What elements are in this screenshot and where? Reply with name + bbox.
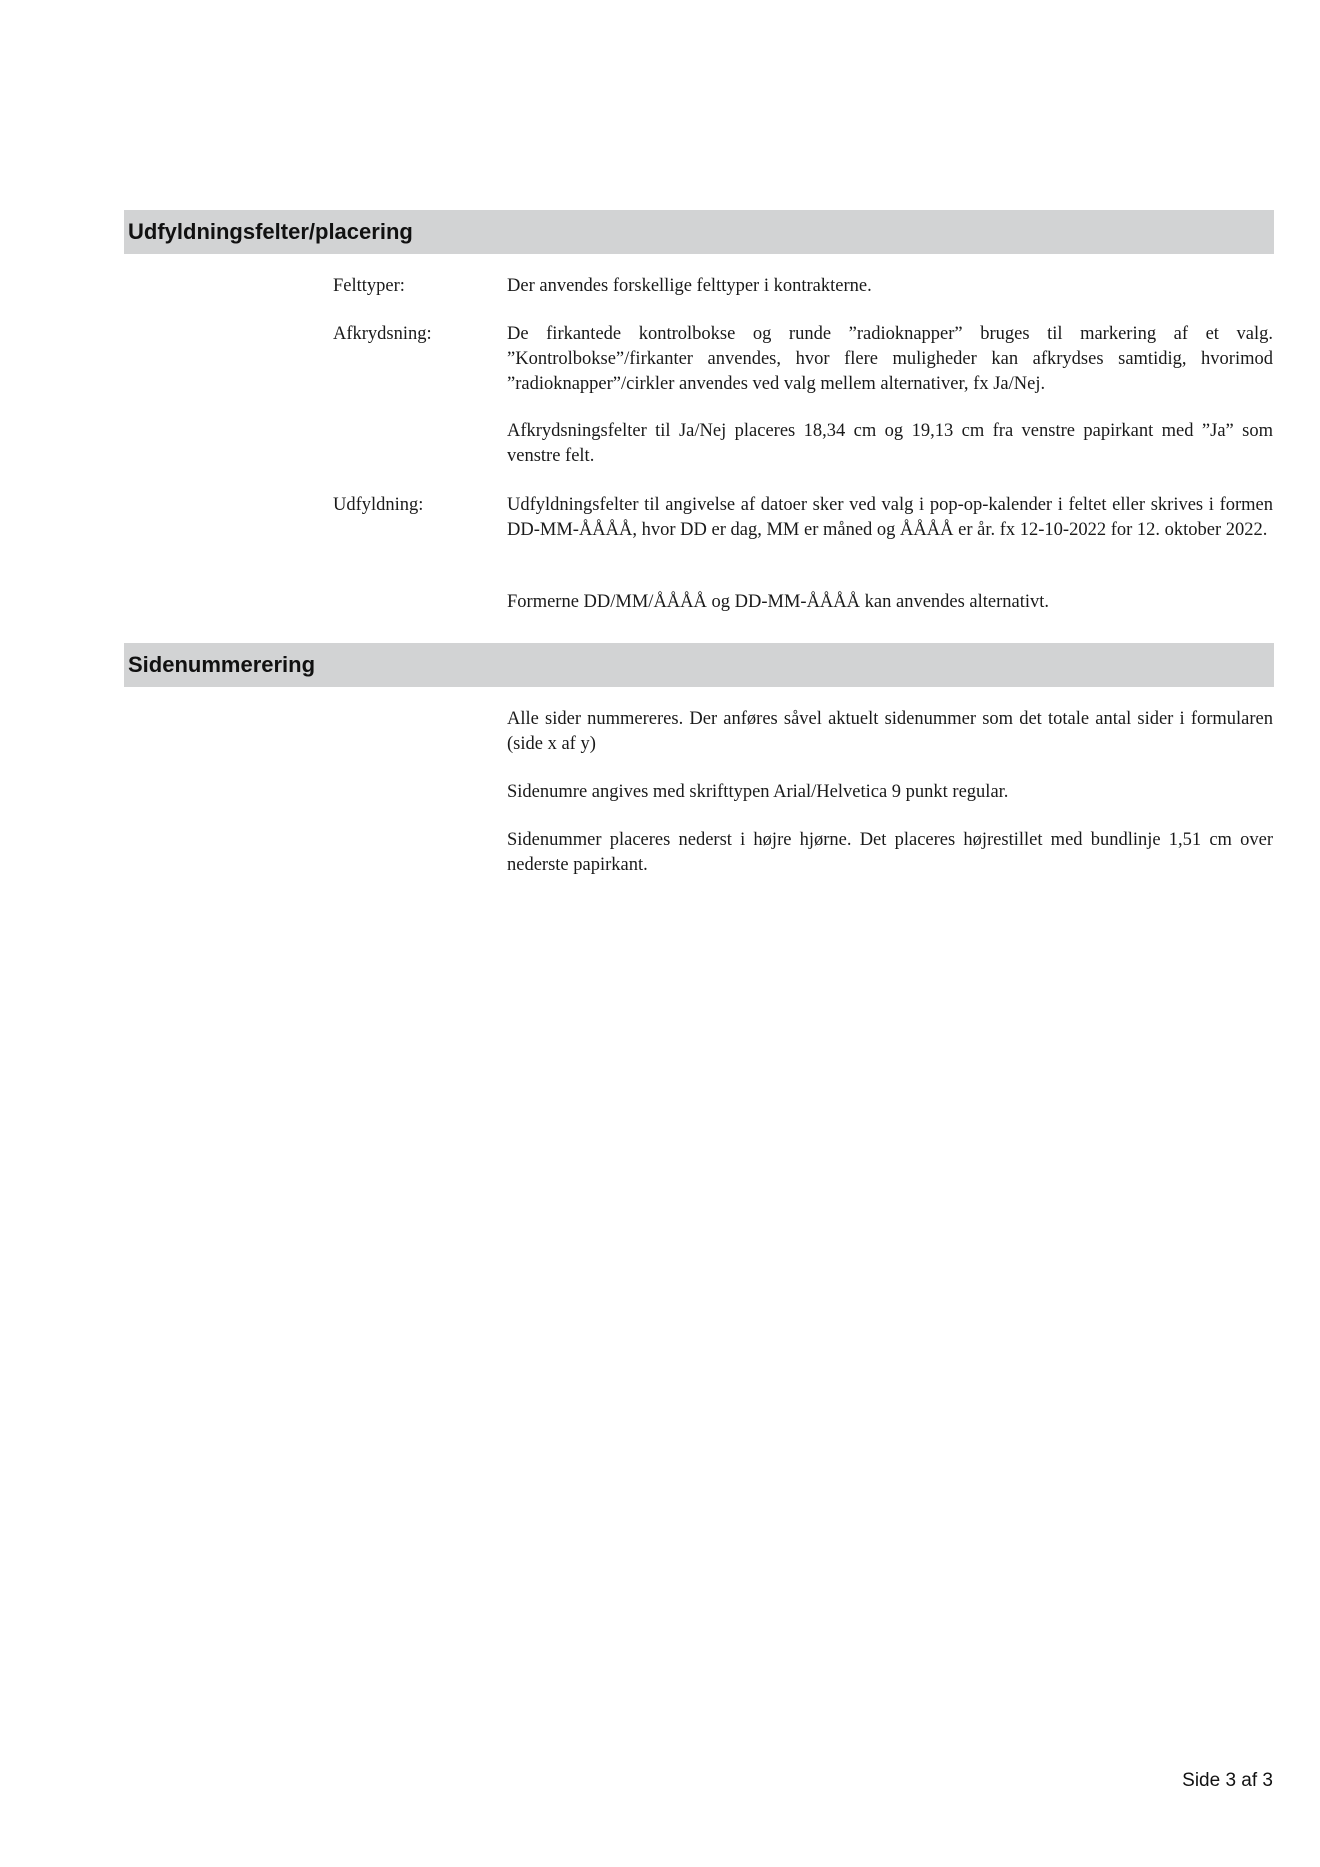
paragraph: Sidenumre angives med skrifttypen Arial/Helvetica 9 punkt regular. xyxy=(507,782,1009,802)
entry-label: Felttyper: xyxy=(333,276,405,296)
paragraph: De firkantede kontrolbokse og runde ”radioknapper” bruges til markering af et valg. ”Kontrolbokse”/firkanter anvendes, hvor flere muligheder kan afkrydses samtidig, hvorimod ”radioknapper”/cirkler anvendes ved valg mellem alternativer, fx Ja/Nej. xyxy=(507,324,1273,394)
entry-label: Afkrydsning: xyxy=(333,324,432,344)
section-heading-udfyldningsfelter: Udfyldningsfelter/placering xyxy=(124,210,1274,254)
paragraph: Afkrydsningsfelter til Ja/Nej placeres 18,34 cm og 19,13 cm fra venstre papirkant med ”Ja” som venstre felt. xyxy=(507,421,1273,466)
paragraph: Formerne DD/MM/ÅÅÅÅ og DD-MM-ÅÅÅÅ kan anvendes alternativt. xyxy=(507,592,1050,612)
paragraph: Sidenummer placeres nederst i højre hjørne. Det placeres højrestillet med bundlinje 1,51 cm over nederste papirkant. xyxy=(507,830,1273,875)
paragraph: Der anvendes forskellige felttyper i kontrakterne. xyxy=(507,276,872,296)
paragraph: Alle sider nummereres. Der anføres såvel aktuelt sidenummer som det totale antal sider i formularen (side x af y) xyxy=(507,709,1273,754)
paragraph: Udfyldningsfelter til angivelse af datoer sker ved valg i pop-op-kalender i feltet eller skrives i formen DD-MM-ÅÅÅÅ, hvor DD er dag, MM er måned og ÅÅÅÅ er år. fx 12-10-2022 for 12. oktober 2022. xyxy=(507,495,1273,540)
entry-label: Udfyldning: xyxy=(333,495,424,515)
page-number: Side 3 af 3 xyxy=(1182,1770,1273,1791)
section-heading-sidenummerering: Sidenummerering xyxy=(124,643,1274,687)
